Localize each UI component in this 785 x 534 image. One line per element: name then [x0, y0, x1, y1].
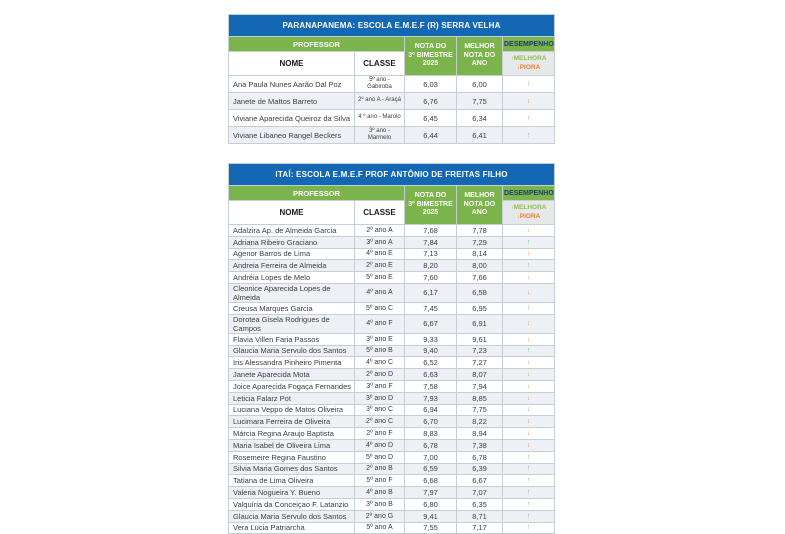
row-name: Márcia Regina Araujo Baptista — [229, 428, 355, 440]
table-row — [229, 522, 555, 534]
row-name: Maria Isabel de Oliveira Lima — [229, 439, 355, 451]
nota-line2: 3º BIMESTRE — [408, 200, 453, 208]
row-melhor: 6,67 — [457, 475, 503, 487]
row-nota: 6,67 — [405, 314, 457, 333]
row-classe: 3º ano E — [355, 333, 405, 345]
row-nota: 6,80 — [405, 498, 457, 510]
melhor-line3: ANO — [471, 60, 488, 68]
table-row — [229, 314, 555, 333]
table-row — [229, 475, 555, 487]
row-nota: 8,83 — [405, 428, 457, 440]
table-row — [229, 463, 555, 475]
row-melhor: 8,22 — [457, 416, 503, 428]
row-melhor: 6,58 — [457, 283, 503, 302]
row-nota: 6,68 — [405, 475, 457, 487]
trend-down-arrow-icon: ↓ — [503, 380, 555, 392]
row-melhor: 7,07 — [457, 487, 503, 499]
trend-up-arrow-icon: ↑ — [503, 510, 555, 522]
row-melhor: 8,00 — [457, 260, 503, 272]
desempenho-header: DESEMPENHO — [503, 186, 555, 201]
melhora-label: MELHORA — [513, 203, 547, 211]
table-body — [229, 76, 555, 144]
desempenho-header: DESEMPENHO — [503, 37, 555, 52]
nota-line1: NOTA DO — [414, 42, 447, 50]
nota-bimestre-header — [405, 186, 457, 225]
row-classe: 5º ano E — [355, 272, 405, 284]
legend-cell — [503, 52, 555, 76]
trend-up-arrow-icon: ↑ — [503, 522, 555, 534]
row-melhor: 6,35 — [457, 498, 503, 510]
row-melhor: 7,27 — [457, 357, 503, 369]
trend-up-arrow-icon: ↑ — [503, 236, 555, 248]
row-melhor: 6,95 — [457, 302, 503, 314]
trend-down-arrow-icon: ↓ — [503, 416, 555, 428]
row-nota: 7,00 — [405, 451, 457, 463]
row-classe: 2º ano B — [355, 463, 405, 475]
trend-up-arrow-icon: ↑ — [503, 345, 555, 357]
melhor-line1: MELHOR — [464, 42, 495, 50]
row-name: Andreia Ferreira de Almeida — [229, 260, 355, 272]
row-melhor: 7,75 — [457, 93, 503, 110]
row-nota: 6,59 — [405, 463, 457, 475]
row-nota: 9,40 — [405, 345, 457, 357]
trend-up-arrow-icon: ↑ — [503, 76, 555, 93]
row-classe: 5º ano B — [355, 345, 405, 357]
nota-line3: 2025 — [422, 60, 439, 68]
row-melhor: 7,23 — [457, 345, 503, 357]
row-classe: 2º ano E — [355, 260, 405, 272]
row-nota: 8,20 — [405, 260, 457, 272]
row-name: Adalzira Ap. de Almeida Garcia — [229, 225, 355, 237]
row-name: Creusa Marques Garcia — [229, 302, 355, 314]
row-classe: 2º ano G — [355, 510, 405, 522]
row-melhor: 7,17 — [457, 522, 503, 534]
nome-header: NOME — [229, 52, 355, 76]
row-name: Leticia Falarz Pot — [229, 392, 355, 404]
melhor-line3: ANO — [471, 209, 488, 217]
row-name: Glaucia Maria Servulo dos Santos — [229, 345, 355, 357]
piora-label: PIORA — [519, 212, 541, 220]
table-row — [229, 76, 555, 93]
row-classe: 4º ano D — [355, 439, 405, 451]
table-title-row — [229, 15, 555, 37]
table-row — [229, 451, 555, 463]
row-classe: 5º ano F — [355, 475, 405, 487]
row-name: Viviane Aparecida Queiroz da Silva — [229, 110, 355, 127]
melhora-label: MELHORA — [513, 54, 547, 62]
row-name: Luciana Veppo de Matos Oliveira — [229, 404, 355, 416]
row-nota: 7,55 — [405, 522, 457, 534]
nota-bimestre-header — [405, 37, 457, 76]
row-name: Ana Paula Nunes Aarão Dal Poz — [229, 76, 355, 93]
row-nota: 6,45 — [405, 110, 457, 127]
nota-line2: 3º BIMESTRE — [408, 51, 453, 59]
row-classe: 5º ano D — [355, 451, 405, 463]
melhor-nota-header — [457, 37, 503, 76]
row-classe: 5º ano - Gabiroba — [355, 76, 405, 93]
table-row — [229, 487, 555, 499]
row-classe: 4º ano C — [355, 357, 405, 369]
row-classe: 4º ano E — [355, 248, 405, 260]
row-classe: 3º ano - Marmelo — [355, 127, 405, 144]
table-title-row — [229, 164, 555, 186]
row-classe: 2º ano A - Araçá — [355, 93, 405, 110]
trend-up-arrow-icon: ↑ — [503, 487, 555, 499]
row-name: Janete Aparecida Mota — [229, 369, 355, 381]
classe-header: CLASSE — [355, 201, 405, 225]
row-classe: 2º ano C — [355, 416, 405, 428]
trend-down-arrow-icon: ↓ — [503, 333, 555, 345]
row-melhor: 6,34 — [457, 110, 503, 127]
row-classe: 3º ano C — [355, 404, 405, 416]
table-row — [229, 404, 555, 416]
row-classe: 2º ano F — [355, 428, 405, 440]
table-row — [229, 333, 555, 345]
row-name: Valquíria da Conceiçao F. Latanzio — [229, 498, 355, 510]
row-melhor: 6,41 — [457, 127, 503, 144]
trend-down-arrow-icon: ↓ — [503, 404, 555, 416]
down-arrow-icon: ↓ — [516, 213, 520, 220]
trend-down-arrow-icon: ↓ — [503, 283, 555, 302]
table-row — [229, 260, 555, 272]
row-name: Silvia Maria Gomes dos Santos — [229, 463, 355, 475]
row-name: Adriana Ribeiro Graciano — [229, 236, 355, 248]
trend-down-arrow-icon: ↓ — [503, 439, 555, 451]
melhor-line2: NOTA DO — [463, 200, 496, 208]
row-nota: 6,63 — [405, 369, 457, 381]
trend-up-arrow-icon: ↑ — [503, 451, 555, 463]
row-classe: 5º ano C — [355, 302, 405, 314]
row-nota: 6,76 — [405, 93, 457, 110]
header-row-sub — [229, 201, 555, 225]
row-name: Cleonice Aparecida Lopes de Almeida — [229, 283, 355, 302]
trend-up-arrow-icon: ↑ — [503, 110, 555, 127]
table-title: ITAÍ: ESCOLA E.M.E.F PROF ANTÔNIO DE FREITAS FILHO — [229, 164, 555, 186]
table-row — [229, 302, 555, 314]
nota-line3: 2025 — [422, 209, 439, 217]
table-row — [229, 357, 555, 369]
up-arrow-icon: ↑ — [510, 55, 514, 62]
trend-up-arrow-icon: ↑ — [503, 498, 555, 510]
piora-label: PIORA — [519, 63, 541, 71]
row-melhor: 6,39 — [457, 463, 503, 475]
row-melhor: 8,71 — [457, 510, 503, 522]
row-name: Viviane Libaneo Rangel Beckers — [229, 127, 355, 144]
header-row-sub — [229, 52, 555, 76]
table-row — [229, 127, 555, 144]
row-melhor: 6,91 — [457, 314, 503, 333]
nota-line1: NOTA DO — [414, 191, 447, 199]
row-melhor: 9,61 — [457, 333, 503, 345]
row-melhor: 7,78 — [457, 225, 503, 237]
row-melhor: 7,94 — [457, 380, 503, 392]
row-melhor: 8,85 — [457, 392, 503, 404]
row-name: Flavia Villen Faria Passos — [229, 333, 355, 345]
row-name: Glaucia Maria Servulo dos Santos — [229, 510, 355, 522]
table-body — [229, 225, 555, 534]
row-classe: 2º ano D — [355, 369, 405, 381]
row-nota: 6,03 — [405, 76, 457, 93]
legend-cell — [503, 201, 555, 225]
trend-down-arrow-icon: ↓ — [503, 225, 555, 237]
row-name: Tatiana de Lima Oliveira — [229, 475, 355, 487]
row-name: Iris Alessandra Pinheiro Pimenta — [229, 357, 355, 369]
row-melhor: 8,94 — [457, 428, 503, 440]
row-nota: 7,60 — [405, 272, 457, 284]
row-nota: 6,70 — [405, 416, 457, 428]
up-arrow-icon: ↑ — [510, 204, 514, 211]
trend-up-arrow-icon: ↑ — [503, 302, 555, 314]
row-melhor: 7,75 — [457, 404, 503, 416]
row-nota: 6,44 — [405, 127, 457, 144]
nome-header: NOME — [229, 201, 355, 225]
row-nota: 7,84 — [405, 236, 457, 248]
trend-down-arrow-icon: ↓ — [503, 392, 555, 404]
row-nota: 6,52 — [405, 357, 457, 369]
down-arrow-icon: ↓ — [516, 64, 520, 71]
trend-down-arrow-icon: ↓ — [503, 428, 555, 440]
row-classe: 2º ano A — [355, 225, 405, 237]
row-nota: 7,58 — [405, 380, 457, 392]
row-melhor: 7,66 — [457, 272, 503, 284]
row-nota: 7,97 — [405, 487, 457, 499]
row-classe: 3º ano D — [355, 392, 405, 404]
table-row — [229, 416, 555, 428]
professor-header: PROFESSOR — [229, 186, 405, 201]
row-classe: 3º ano F — [355, 380, 405, 392]
table-row — [229, 248, 555, 260]
row-nota: 7,68 — [405, 225, 457, 237]
row-melhor: 6,00 — [457, 76, 503, 93]
table-row — [229, 225, 555, 237]
trend-up-arrow-icon: ↑ — [503, 475, 555, 487]
row-melhor: 8,14 — [457, 248, 503, 260]
row-name: Agenor Barros de Lima — [229, 248, 355, 260]
table-row — [229, 93, 555, 110]
row-nota: 9,33 — [405, 333, 457, 345]
school-table-itai — [228, 163, 555, 534]
row-name: Vera Lucia Patriarcha — [229, 522, 355, 534]
row-name: Lucimara Ferreira de Oliveira — [229, 416, 355, 428]
trend-up-arrow-icon: ↑ — [503, 127, 555, 144]
row-name: Valeria Nogueira Y. Bueno — [229, 487, 355, 499]
table-title: PARANAPANEMA: ESCOLA E.M.E.F (R) SERRA VELHA — [229, 15, 555, 37]
trend-up-arrow-icon: ↑ — [503, 260, 555, 272]
row-classe: 5º ano A — [355, 522, 405, 534]
table-row — [229, 272, 555, 284]
table-row — [229, 392, 555, 404]
school-table-paranapanema — [228, 14, 555, 144]
melhor-line1: MELHOR — [464, 191, 495, 199]
row-nota: 6,94 — [405, 404, 457, 416]
row-name: Joice Aparecida Fogaça Fernandes — [229, 380, 355, 392]
professor-header: PROFESSOR — [229, 37, 405, 52]
trend-down-arrow-icon: ↓ — [503, 248, 555, 260]
trend-up-arrow-icon: ↑ — [503, 463, 555, 475]
row-name: Rosemeire Regina Faustino — [229, 451, 355, 463]
row-classe: 4º ano A — [355, 283, 405, 302]
table-row — [229, 380, 555, 392]
table-row — [229, 428, 555, 440]
row-melhor: 6,78 — [457, 451, 503, 463]
row-classe: 3º ano B — [355, 498, 405, 510]
melhor-line2: NOTA DO — [463, 51, 496, 59]
row-nota: 6,17 — [405, 283, 457, 302]
row-nota: 9,41 — [405, 510, 457, 522]
trend-down-arrow-icon: ↓ — [503, 272, 555, 284]
row-nota: 7,13 — [405, 248, 457, 260]
row-nota: 7,93 — [405, 392, 457, 404]
table-row — [229, 498, 555, 510]
trend-down-arrow-icon: ↓ — [503, 369, 555, 381]
row-melhor: 7,29 — [457, 236, 503, 248]
trend-down-arrow-icon: ↓ — [503, 314, 555, 333]
row-classe: 3º ano A — [355, 236, 405, 248]
table-row — [229, 236, 555, 248]
header-row-group — [229, 186, 555, 201]
row-melhor: 7,38 — [457, 439, 503, 451]
table-row — [229, 345, 555, 357]
row-classe: 4 º ano - Marolo — [355, 110, 405, 127]
table-row — [229, 439, 555, 451]
table-row — [229, 369, 555, 381]
row-name: Janete de Mattos Barreto — [229, 93, 355, 110]
trend-down-arrow-icon: ↓ — [503, 93, 555, 110]
row-classe: 4º ano B — [355, 487, 405, 499]
row-classe: 4º ano F — [355, 314, 405, 333]
header-row-group — [229, 37, 555, 52]
row-name: Dorotea Gisela Rodrigues de Campos — [229, 314, 355, 333]
row-name: Andréia Lopes de Melo — [229, 272, 355, 284]
table-row — [229, 510, 555, 522]
classe-header: CLASSE — [355, 52, 405, 76]
table-row — [229, 283, 555, 302]
row-nota: 6,78 — [405, 439, 457, 451]
row-melhor: 8,07 — [457, 369, 503, 381]
melhor-nota-header — [457, 186, 503, 225]
table-row — [229, 110, 555, 127]
trend-down-arrow-icon: ↓ — [503, 357, 555, 369]
row-nota: 7,45 — [405, 302, 457, 314]
